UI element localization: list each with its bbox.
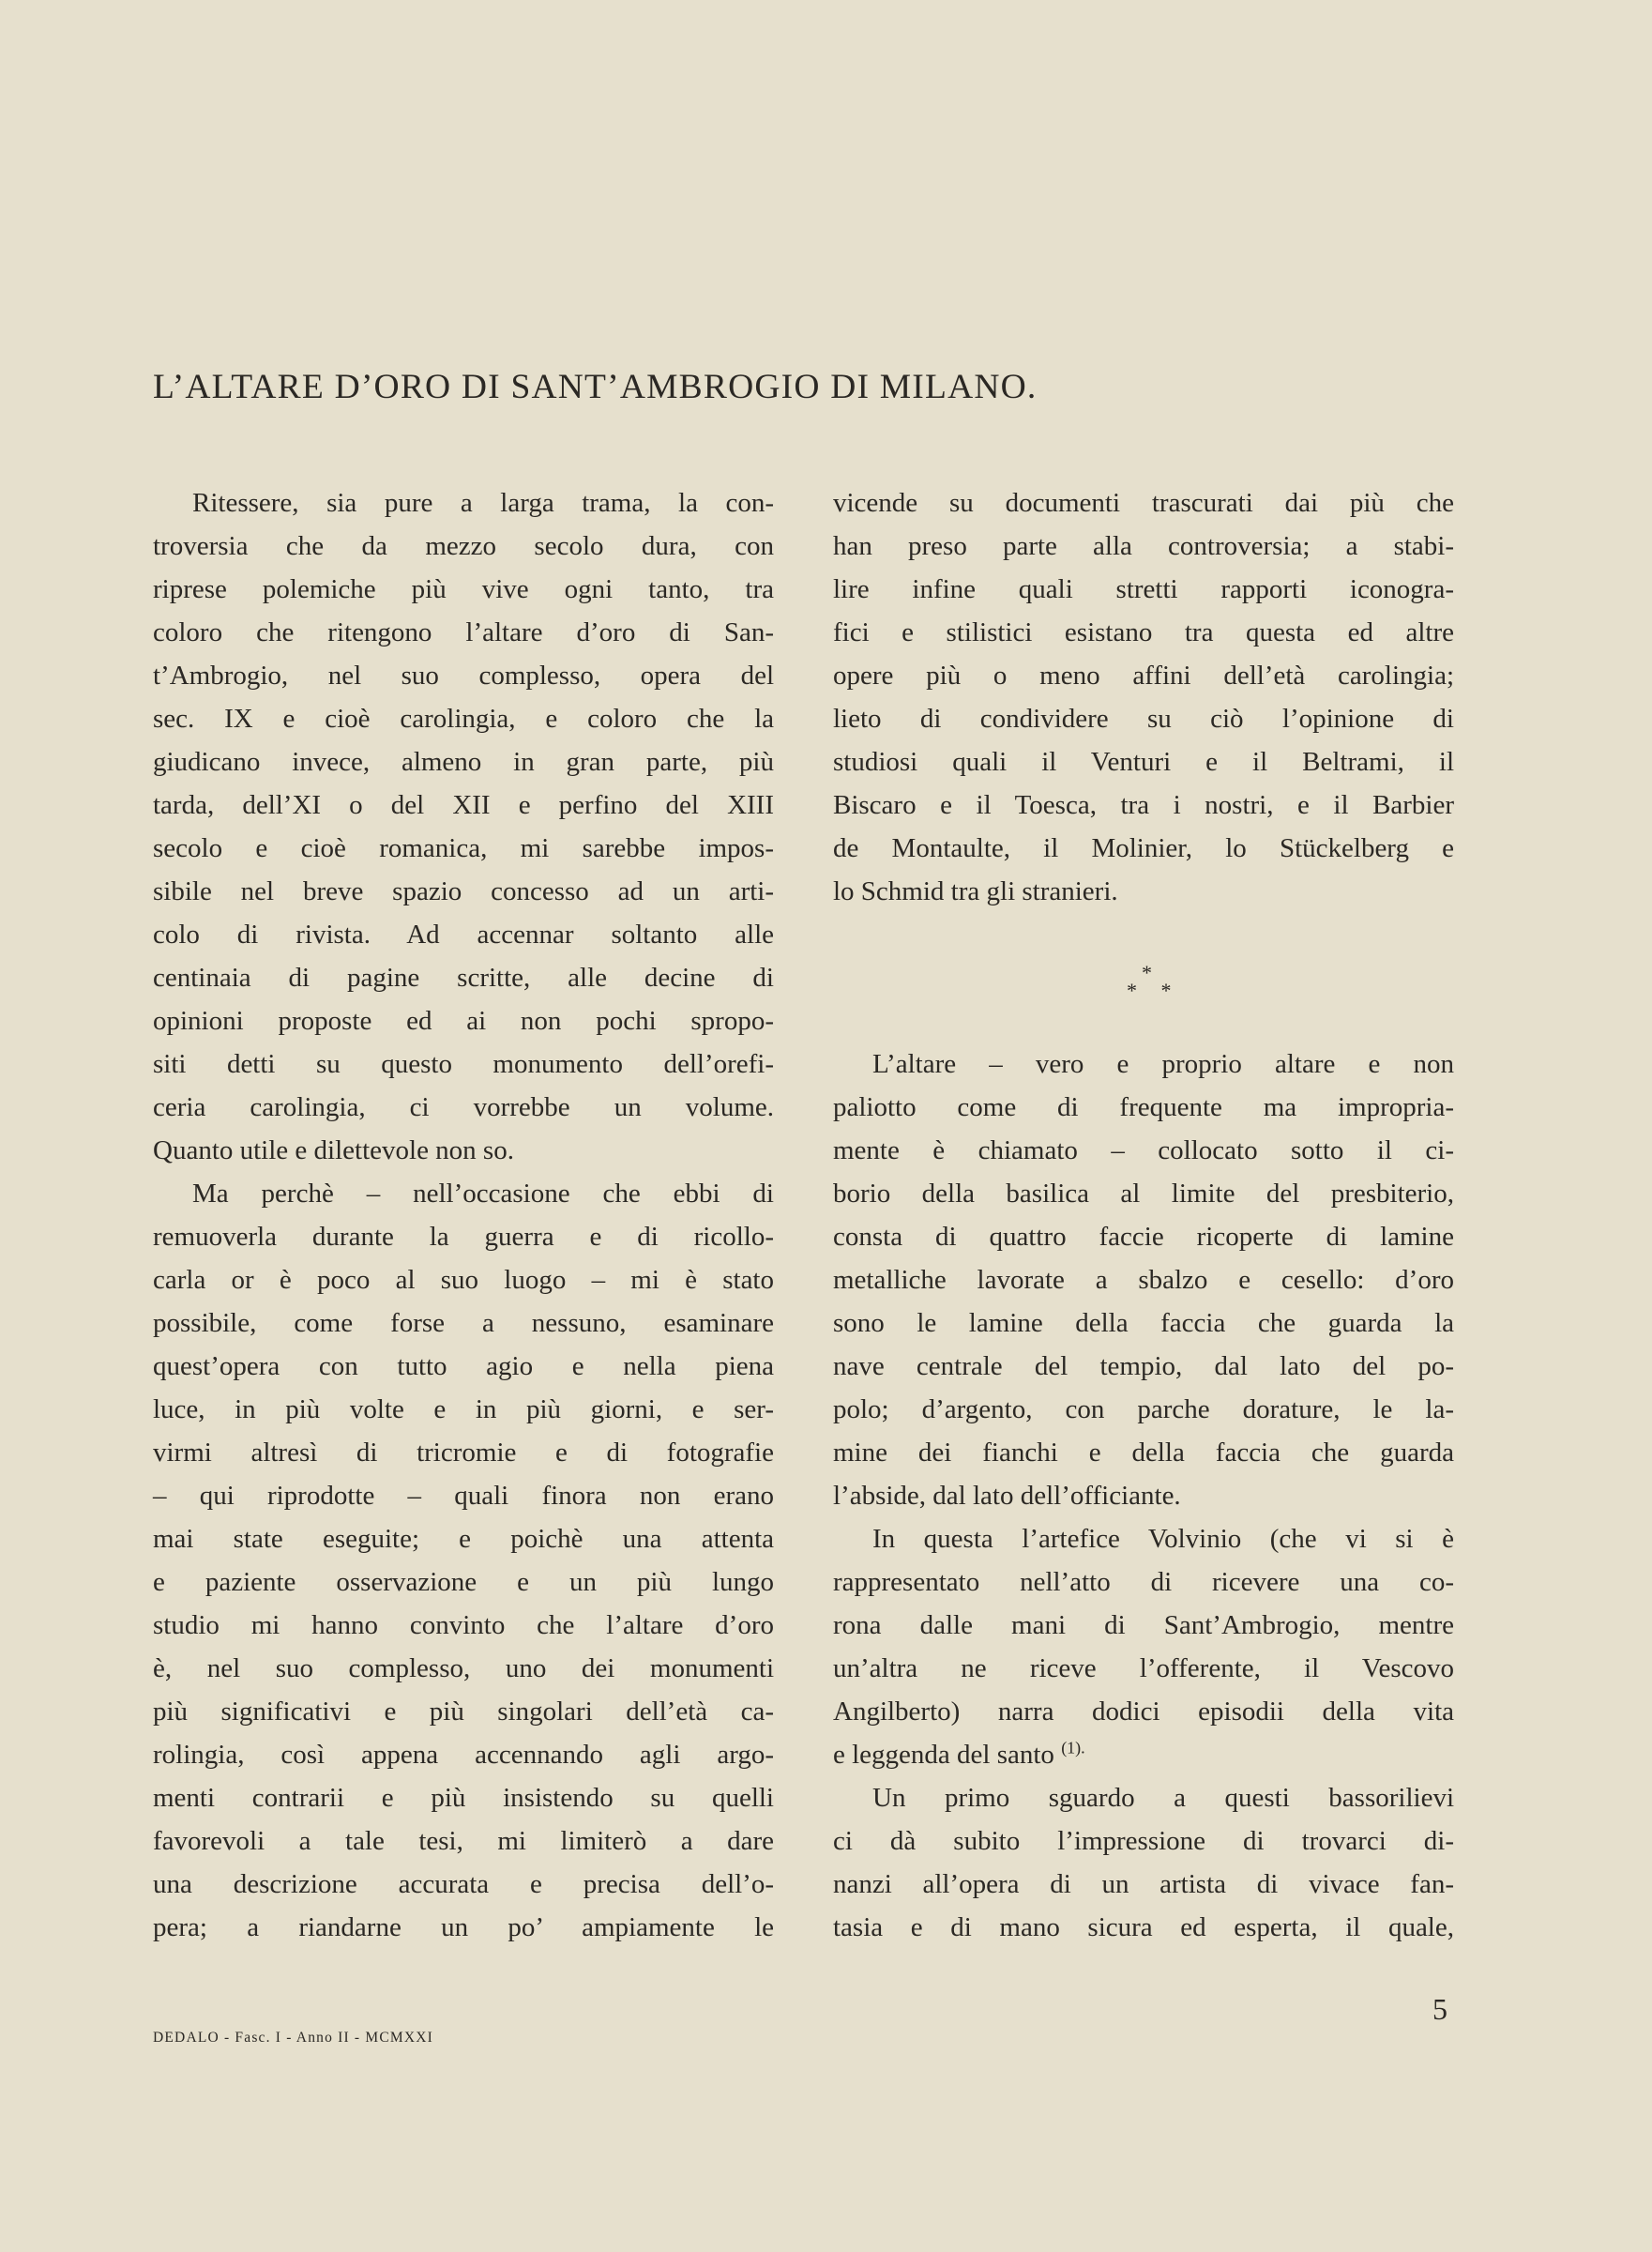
text-line: siti detti su questo monumento dell’orefi-: [153, 1049, 774, 1079]
section-gap: [833, 913, 1454, 956]
article-title: L’ALTARE D’ORO DI SANT’AMBROGIO DI MILANO.: [153, 368, 1038, 406]
right-column: [833, 481, 1454, 1949]
text-line: rappresentato nell’atto di ricevere una co-: [833, 1567, 1454, 1597]
text-line: [833, 1733, 1454, 1776]
running-footer: DEDALO - Fasc. I - Anno II - MCMXXI: [153, 2030, 434, 2046]
text-line: polo; d’argento, con parche dorature, le la-: [833, 1394, 1454, 1424]
text-line: han preso parte alla controversia; a stabi-: [833, 531, 1454, 561]
text-line: borio della basilica al limite del presbiterio,: [833, 1179, 1454, 1209]
text-line: fici e stilistici esistano tra questa ed altre: [833, 617, 1454, 647]
text-line: opere più o meno affini dell’età carolingia;: [833, 661, 1454, 691]
text-line: studio mi hanno convinto che l’altare d’oro: [153, 1610, 774, 1640]
text-line: giudicano invece, almeno in gran parte, più: [153, 747, 774, 777]
text-line: sono le lamine della faccia che guarda la: [833, 1308, 1454, 1338]
text-line: ci dà subito l’impressione di trovarci di-: [833, 1826, 1454, 1856]
text-line: Angilberto) narra dodici episodii della vita: [833, 1697, 1454, 1727]
text-line: Quanto utile e dilettevole non so.: [153, 1135, 514, 1165]
text-line: nave centrale del tempio, dal lato del po-: [833, 1351, 1454, 1381]
text-line: sibile nel breve spazio concesso ad un arti-: [153, 876, 774, 906]
text-line: coloro che ritengono l’altare d’oro di San-: [153, 617, 774, 647]
text-line: favorevoli a tale tesi, mi limiterò a dare: [153, 1826, 774, 1856]
footnote-marker[interactable]: (1).: [1061, 1738, 1085, 1757]
text-line: In questa l’artefice Volvinio (che vi si è: [872, 1524, 1454, 1554]
text-line: carla or è poco al suo luogo – mi è stato: [153, 1265, 774, 1295]
text-line: lo Schmid tra gli stranieri.: [833, 876, 1118, 906]
text-line: una descrizione accurata e precisa dell’o-: [153, 1869, 774, 1899]
text-line: possibile, come forse a nessuno, esaminare: [153, 1308, 774, 1338]
text-line: più significativi e più singolari dell’età ca-: [153, 1697, 774, 1727]
text-line: riprese polemiche più vive ogni tanto, tra: [153, 574, 774, 604]
text-line: colo di rivista. Ad accennar soltanto alle: [153, 920, 774, 950]
text-line: virmi altresì di tricromie e di fotografie: [153, 1438, 774, 1468]
text-line: centinaia di pagine scritte, alle decine di: [153, 963, 774, 993]
text-line: pera; a riandarne un po’ ampiamente le: [153, 1912, 774, 1942]
text-line: sec. IX e cioè carolingia, e coloro che la: [153, 704, 774, 734]
text-line: consta di quattro faccie ricoperte di lamine: [833, 1222, 1454, 1252]
text-line: nanzi all’opera di un artista di vivace fan-: [833, 1869, 1454, 1899]
text-line: secolo e cioè romanica, mi sarebbe impos-: [153, 833, 774, 863]
text-line-content: e leggenda del santo: [833, 1740, 1054, 1770]
text-line: metalliche lavorate a sbalzo e cesello: d’oro: [833, 1265, 1454, 1295]
text-line: t’Ambrogio, nel suo complesso, opera del: [153, 661, 774, 691]
asterism-top: *: [1142, 961, 1152, 984]
text-line: Un primo sguardo a questi bassorilievi: [872, 1783, 1454, 1813]
text-line: Ma perchè – nell’occasione che ebbi di: [192, 1179, 774, 1209]
page-number: 5: [1432, 1992, 1447, 2026]
text-line: L’altare – vero e proprio altare e non: [872, 1049, 1454, 1079]
text-line: ceria carolingia, ci vorrebbe un volume.: [153, 1092, 774, 1122]
text-line: un’altra ne riceve l’offerente, il Vescovo: [833, 1653, 1454, 1683]
text-line: paliotto come di frequente ma impropria-: [833, 1092, 1454, 1122]
section-asterism: [833, 956, 1454, 1042]
text-line: è, nel suo complesso, uno dei monumenti: [153, 1653, 774, 1683]
text-line: rona dalle mani di Sant’Ambrogio, mentre: [833, 1610, 1454, 1640]
text-line: menti contrarii e più insistendo su quelli: [153, 1783, 774, 1813]
asterism-bottom: * *: [1127, 979, 1181, 1002]
text-line: e paziente osservazione e un più lungo: [153, 1567, 774, 1597]
text-line: opinioni proposte ed ai non pochi spropo-: [153, 1006, 774, 1036]
text-line: – qui riprodotte – quali finora non erano: [153, 1481, 774, 1511]
text-line: Biscaro e il Toesca, tra i nostri, e il Barbier: [833, 790, 1454, 820]
text-line: studiosi quali il Venturi e il Beltrami, il: [833, 747, 1454, 777]
left-column: [153, 481, 774, 1949]
text-line: de Montaulte, il Molinier, lo Stückelberg e: [833, 833, 1454, 863]
text-line: lire infine quali stretti rapporti iconogra-: [833, 574, 1454, 604]
text-line: Ritessere, sia pure a larga trama, la con-: [192, 488, 774, 518]
text-line: luce, in più volte e in più giorni, e ser-: [153, 1394, 774, 1424]
text-line: l’abside, dal lato dell’officiante.: [833, 1481, 1181, 1511]
text-line: mine dei fianchi e della faccia che guarda: [833, 1438, 1454, 1468]
text-line: rolingia, così appena accennando agli argo-: [153, 1740, 774, 1770]
text-line: vicende su documenti trascurati dai più che: [833, 488, 1454, 518]
text-line: tarda, dell’XI o del XII e perfino del XIII: [153, 790, 774, 820]
text-line: remuoverla durante la guerra e di ricollo-: [153, 1222, 774, 1252]
text-line: mente è chiamato – collocato sotto il ci-: [833, 1135, 1454, 1165]
text-line: quest’opera con tutto agio e nella piena: [153, 1351, 774, 1381]
text-line: tasia e di mano sicura ed esperta, il quale,: [833, 1912, 1454, 1942]
text-line: mai state eseguite; e poichè una attenta: [153, 1524, 774, 1554]
text-line: troversia che da mezzo secolo dura, con: [153, 531, 774, 561]
text-line: lieto di condividere su ciò l’opinione di: [833, 704, 1454, 734]
